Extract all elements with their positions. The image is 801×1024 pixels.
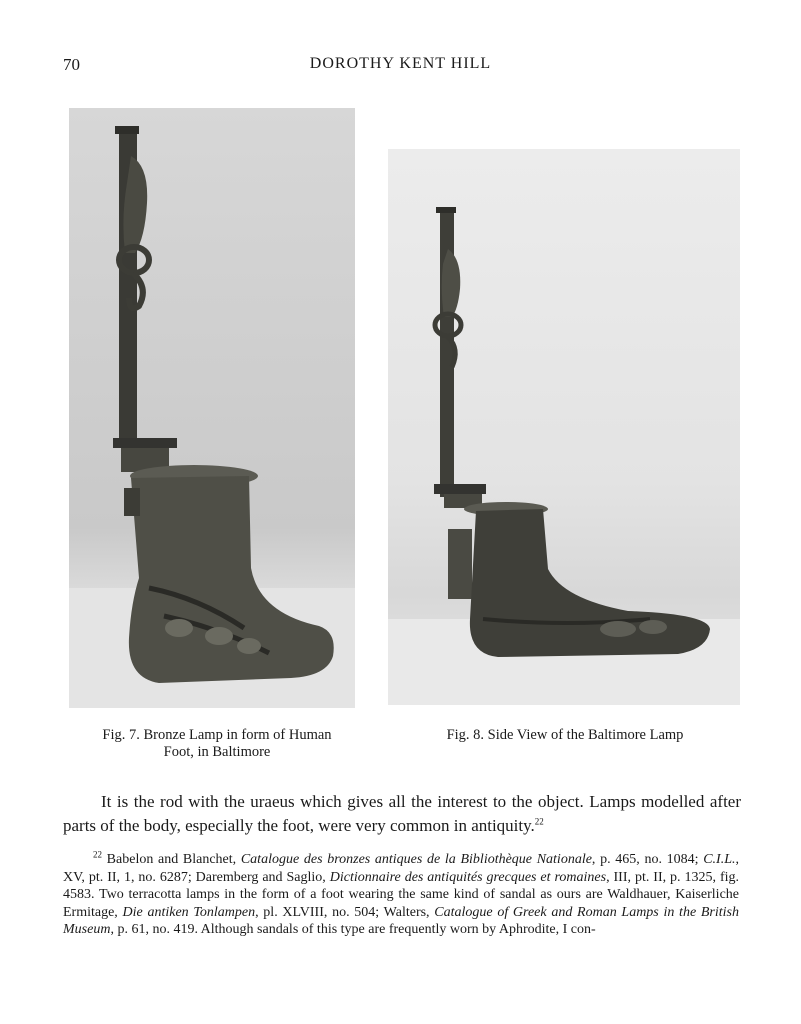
footnote-text: , III, pt. II, p. 1325, fig. 4583. Two terracotta lamps in the form of a foot wearing the same kind of sandal as ours are Waldhauer, Kaiserliche Ermitage, <box>63 869 739 920</box>
figure-7-photograph <box>69 108 355 708</box>
footnote <box>63 851 739 939</box>
footnote-title: Die antiken Tonlampen <box>122 904 256 920</box>
footnote-text: , pl. XLVIII, no. 504; Walters, <box>255 904 435 920</box>
footnote-title: C.I.L. <box>703 852 736 867</box>
footnote-text: , p. 465, no. 1084; <box>591 852 704 867</box>
figure-7-caption-line2: Foot, in Baltimore <box>163 744 271 760</box>
figure-8-caption-line1: Fig. 8. Side View of the Baltimore Lamp <box>446 727 684 743</box>
footnote-text: Babelon and Blanchet, <box>102 852 241 867</box>
page-number: 70 <box>63 55 80 74</box>
figure-7-caption <box>69 727 365 761</box>
footnote-title: Catalogue of Greek and Roman Lamps in the British Museum <box>63 904 739 937</box>
body-paragraph <box>63 790 741 838</box>
footnote-text: , p. 61, no. 419. Although sandals of this type are frequently worn by Aphrodite, I con- <box>110 922 596 937</box>
figure-8-caption <box>400 727 730 744</box>
figure-8-photograph <box>388 149 740 705</box>
footnote-title: Dictionnaire des antiquités grecques et romaines <box>329 869 607 885</box>
footnote-text: , XV, pt. II, 1, no. 6287; Daremberg and Saglio, <box>63 852 739 885</box>
running-head: DOROTHY KENT HILL <box>309 55 492 72</box>
footnote-number: 22 <box>93 849 102 860</box>
footnote-reference: 22 <box>534 816 544 827</box>
footnote-title: Catalogue des bronzes antiques de la Bibliothèque Nationale <box>240 852 592 867</box>
figure-7-caption-line1: Fig. 7. Bronze Lamp in form of Human <box>102 727 332 743</box>
body-paragraph-text: It is the rod with the uraeus which gives all the interest to the object. Lamps modelled after parts of the body, especially the foot, were very common in antiquity. <box>63 792 741 835</box>
